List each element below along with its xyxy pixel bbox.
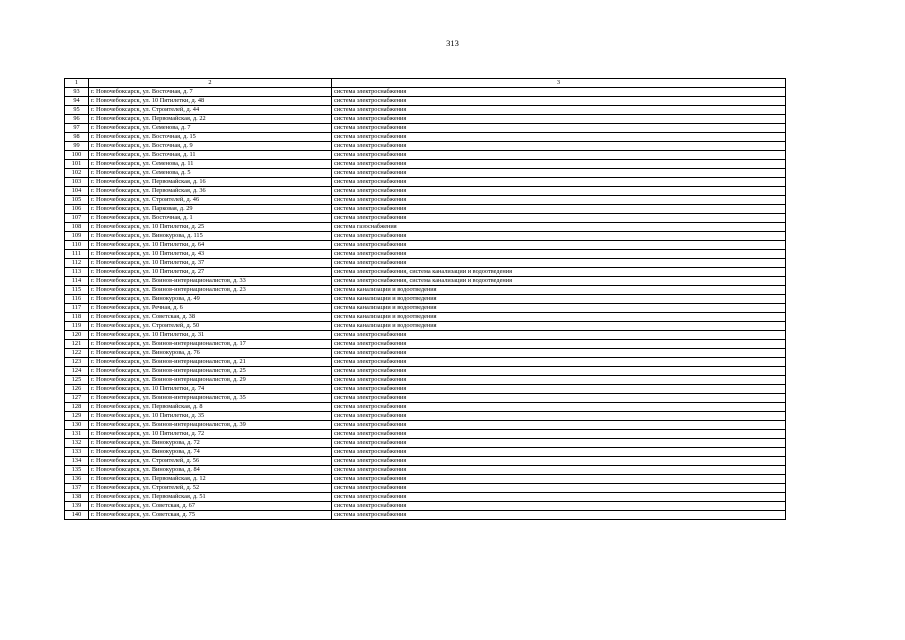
table-body — [65, 88, 786, 520]
table-row — [65, 475, 786, 484]
row-system: система канализации и водоотведения — [332, 286, 786, 295]
table-row — [65, 430, 786, 439]
table-row — [65, 448, 786, 457]
table-row — [65, 394, 786, 403]
row-number: 104 — [65, 187, 89, 196]
row-number: 99 — [65, 142, 89, 151]
row-system: система электроснабжения — [332, 421, 786, 430]
row-system: система электроснабжения — [332, 358, 786, 367]
row-system: система электроснабжения — [332, 412, 786, 421]
address-table — [64, 78, 786, 520]
row-system: система электроснабжения — [332, 331, 786, 340]
row-number: 130 — [65, 421, 89, 430]
row-system: система электроснабжения — [332, 511, 786, 520]
row-system: система электроснабжения — [332, 340, 786, 349]
row-system: система электроснабжения — [332, 394, 786, 403]
table-row — [65, 502, 786, 511]
row-system: система электроснабжения — [332, 349, 786, 358]
table-header-row — [65, 79, 786, 88]
header-col-3: 3 — [332, 79, 786, 88]
row-number: 119 — [65, 322, 89, 331]
row-system: система электроснабжения — [332, 457, 786, 466]
row-system: система электроснабжения, система канализации и водоотведения — [332, 268, 786, 277]
row-number: 107 — [65, 214, 89, 223]
row-number: 114 — [65, 277, 89, 286]
header-col-2: 2 — [89, 79, 332, 88]
row-address: г. Новочебоксарск, ул. 10 Пятилетки, д. 25 — [89, 223, 332, 232]
table-row — [65, 133, 786, 142]
row-number: 137 — [65, 484, 89, 493]
row-address: г. Новочебоксарск, ул. Советская, д. 38 — [89, 313, 332, 322]
row-address: г. Новочебоксарск, ул. 10 Пятилетки, д. 43 — [89, 250, 332, 259]
row-address: г. Новочебоксарск, ул. Семенова, д. 7 — [89, 124, 332, 133]
row-number: 140 — [65, 511, 89, 520]
table-row — [65, 331, 786, 340]
row-system: система электроснабжения — [332, 160, 786, 169]
row-number: 93 — [65, 88, 89, 97]
row-number: 98 — [65, 133, 89, 142]
row-address: г. Новочебоксарск, ул. Строителей, д. 44 — [89, 106, 332, 115]
table-row — [65, 358, 786, 367]
row-address: г. Новочебоксарск, ул. Первомайская, д. 51 — [89, 493, 332, 502]
row-address: г. Новочебоксарск, ул. Воинов-интернационалистов, д. 21 — [89, 358, 332, 367]
row-system: система газоснабжения — [332, 223, 786, 232]
row-address: г. Новочебоксарск, ул. Винокурова, д. 76 — [89, 349, 332, 358]
table-row — [65, 97, 786, 106]
row-number: 126 — [65, 385, 89, 394]
table-row — [65, 241, 786, 250]
row-number: 129 — [65, 412, 89, 421]
row-address: г. Новочебоксарск, ул. 10 Пятилетки, д. 72 — [89, 430, 332, 439]
table-row — [65, 187, 786, 196]
row-number: 103 — [65, 178, 89, 187]
row-address: г. Новочебоксарск, ул. Семенова, д. 11 — [89, 160, 332, 169]
row-system: система электроснабжения — [332, 367, 786, 376]
row-address: г. Новочебоксарск, ул. Строителей, д. 50 — [89, 322, 332, 331]
table-row — [65, 295, 786, 304]
row-system: система электроснабжения — [332, 115, 786, 124]
row-address: г. Новочебоксарск, ул. Воинов-интернационалистов, д. 39 — [89, 421, 332, 430]
row-system: система электроснабжения — [332, 187, 786, 196]
row-system: система электроснабжения — [332, 259, 786, 268]
row-address: г. Новочебоксарск, ул. Восточная, д. 1 — [89, 214, 332, 223]
row-system: система электроснабжения — [332, 178, 786, 187]
row-system: система электроснабжения — [332, 430, 786, 439]
table-row — [65, 376, 786, 385]
row-system: система электроснабжения — [332, 241, 786, 250]
row-address: г. Новочебоксарск, ул. Советская, д. 75 — [89, 511, 332, 520]
row-address: г. Новочебоксарск, ул. Воинов-интернационалистов, д. 33 — [89, 277, 332, 286]
page-number: 313 — [446, 38, 459, 48]
row-system: система электроснабжения — [332, 196, 786, 205]
row-system: система электроснабжения — [332, 439, 786, 448]
table-row — [65, 493, 786, 502]
row-system: система электроснабжения — [332, 124, 786, 133]
row-system: система электроснабжения — [332, 466, 786, 475]
table-row — [65, 313, 786, 322]
row-address: г. Новочебоксарск, ул. Первомайская, д. 36 — [89, 187, 332, 196]
table-row — [65, 511, 786, 520]
table-row — [65, 439, 786, 448]
row-number: 128 — [65, 403, 89, 412]
row-system: система электроснабжения — [332, 448, 786, 457]
row-address: г. Новочебоксарск, ул. Советская, д. 67 — [89, 502, 332, 511]
table-row — [65, 205, 786, 214]
table-row — [65, 196, 786, 205]
table-row — [65, 304, 786, 313]
table-row — [65, 169, 786, 178]
row-number: 123 — [65, 358, 89, 367]
table-row — [65, 232, 786, 241]
row-system: система электроснабжения — [332, 97, 786, 106]
row-address: г. Новочебоксарск, ул. Первомайская, д. 12 — [89, 475, 332, 484]
row-number: 111 — [65, 250, 89, 259]
row-system: система электроснабжения — [332, 151, 786, 160]
row-address: г. Новочебоксарск, ул. Строителей, д. 52 — [89, 484, 332, 493]
table-row — [65, 151, 786, 160]
row-number: 113 — [65, 268, 89, 277]
row-address: г. Новочебоксарск, ул. 10 Пятилетки, д. 64 — [89, 241, 332, 250]
row-system: система канализации и водоотведения — [332, 313, 786, 322]
row-number: 102 — [65, 169, 89, 178]
table-row — [65, 160, 786, 169]
table-row — [65, 124, 786, 133]
row-address: г. Новочебоксарск, ул. Восточная, д. 9 — [89, 142, 332, 151]
row-address: г. Новочебоксарск, ул. Воинов-интернационалистов, д. 23 — [89, 286, 332, 295]
row-number: 101 — [65, 160, 89, 169]
row-system: система электроснабжения — [332, 484, 786, 493]
table-row — [65, 223, 786, 232]
row-address: г. Новочебоксарск, ул. Восточная, д. 15 — [89, 133, 332, 142]
row-address: г. Новочебоксарск, ул. Строителей, д. 56 — [89, 457, 332, 466]
row-number: 117 — [65, 304, 89, 313]
table-row — [65, 250, 786, 259]
row-system: система электроснабжения — [332, 475, 786, 484]
row-address: г. Новочебоксарск, ул. Воинов-интернационалистов, д. 25 — [89, 367, 332, 376]
row-address: г. Новочебоксарск, ул. 10 Пятилетки, д. 35 — [89, 412, 332, 421]
row-system: система электроснабжения — [332, 376, 786, 385]
row-address: г. Новочебоксарск, ул. 10 Пятилетки, д. 74 — [89, 385, 332, 394]
table-row — [65, 106, 786, 115]
row-number: 124 — [65, 367, 89, 376]
table-row — [65, 268, 786, 277]
row-number: 135 — [65, 466, 89, 475]
row-system: система электроснабжения — [332, 250, 786, 259]
row-number: 96 — [65, 115, 89, 124]
row-number: 122 — [65, 349, 89, 358]
row-number: 138 — [65, 493, 89, 502]
table-row — [65, 286, 786, 295]
row-system: система электроснабжения — [332, 403, 786, 412]
row-address: г. Новочебоксарск, ул. Винокурова, д. 49 — [89, 295, 332, 304]
row-system: система электроснабжения — [332, 142, 786, 151]
row-number: 94 — [65, 97, 89, 106]
row-address: г. Новочебоксарск, ул. Первомайская, д. 22 — [89, 115, 332, 124]
row-number: 108 — [65, 223, 89, 232]
row-address: г. Новочебоксарск, ул. Воинов-интернационалистов, д. 17 — [89, 340, 332, 349]
table-row — [65, 277, 786, 286]
row-address: г. Новочебоксарск, ул. Винокурова, д. 115 — [89, 232, 332, 241]
row-system: система канализации и водоотведения — [332, 295, 786, 304]
row-number: 118 — [65, 313, 89, 322]
row-system: система электроснабжения — [332, 232, 786, 241]
row-number: 106 — [65, 205, 89, 214]
row-system: система электроснабжения — [332, 214, 786, 223]
row-system: система электроснабжения — [332, 493, 786, 502]
table-row — [65, 412, 786, 421]
row-number: 133 — [65, 448, 89, 457]
row-system: система электроснабжения — [332, 133, 786, 142]
row-number: 125 — [65, 376, 89, 385]
row-system: система канализации и водоотведения — [332, 304, 786, 313]
table-row — [65, 385, 786, 394]
row-system: система электроснабжения — [332, 385, 786, 394]
row-address: г. Новочебоксарск, ул. Парковая, д. 29 — [89, 205, 332, 214]
table-row — [65, 259, 786, 268]
row-address: г. Новочебоксарск, ул. Винокурова, д. 84 — [89, 466, 332, 475]
table-row — [65, 115, 786, 124]
row-number: 120 — [65, 331, 89, 340]
row-address: г. Новочебоксарск, ул. 10 Пятилетки, д. 37 — [89, 259, 332, 268]
row-number: 136 — [65, 475, 89, 484]
table-row — [65, 403, 786, 412]
row-system: система электроснабжения — [332, 88, 786, 97]
table-row — [65, 457, 786, 466]
table-row — [65, 349, 786, 358]
row-address: г. Новочебоксарск, ул. Речная, д. 6 — [89, 304, 332, 313]
row-number: 132 — [65, 439, 89, 448]
row-address: г. Новочебоксарск, ул. Винокурова, д. 74 — [89, 448, 332, 457]
row-number: 121 — [65, 340, 89, 349]
table-row — [65, 367, 786, 376]
row-number: 95 — [65, 106, 89, 115]
header-col-1: 1 — [65, 79, 89, 88]
row-address: г. Новочебоксарск, ул. Восточная, д. 11 — [89, 151, 332, 160]
row-number: 139 — [65, 502, 89, 511]
row-address: г. Новочебоксарск, ул. Воинов-интернационалистов, д. 35 — [89, 394, 332, 403]
table-row — [65, 214, 786, 223]
row-address: г. Новочебоксарск, ул. Строителей, д. 46 — [89, 196, 332, 205]
row-number: 115 — [65, 286, 89, 295]
row-address: г. Новочебоксарск, ул. 10 Пятилетки, д. 31 — [89, 331, 332, 340]
row-system: система электроснабжения — [332, 502, 786, 511]
row-number: 116 — [65, 295, 89, 304]
row-number: 110 — [65, 241, 89, 250]
row-address: г. Новочебоксарск, ул. Первомайская, д. 16 — [89, 178, 332, 187]
row-number: 109 — [65, 232, 89, 241]
table-row — [65, 340, 786, 349]
row-address: г. Новочебоксарск, ул. 10 Пятилетки, д. 27 — [89, 268, 332, 277]
row-address: г. Новочебоксарск, ул. Винокурова, д. 72 — [89, 439, 332, 448]
row-address: г. Новочебоксарск, ул. Воинов-интернационалистов, д. 29 — [89, 376, 332, 385]
table-row — [65, 466, 786, 475]
table-row — [65, 322, 786, 331]
table-row — [65, 142, 786, 151]
row-address: г. Новочебоксарск, ул. 10 Пятилетки, д. 48 — [89, 97, 332, 106]
row-system: система электроснабжения — [332, 106, 786, 115]
row-address: г. Новочебоксарск, ул. Первомайская, д. 8 — [89, 403, 332, 412]
table-row — [65, 484, 786, 493]
row-system: система канализации и водоотведения — [332, 322, 786, 331]
row-system: система электроснабжения — [332, 169, 786, 178]
row-number: 127 — [65, 394, 89, 403]
row-number: 131 — [65, 430, 89, 439]
row-number: 112 — [65, 259, 89, 268]
row-number: 134 — [65, 457, 89, 466]
row-number: 105 — [65, 196, 89, 205]
table-row — [65, 421, 786, 430]
table-row — [65, 88, 786, 97]
row-address: г. Новочебоксарск, ул. Восточная, д. 7 — [89, 88, 332, 97]
row-system: система электроснабжения, система канализации и водоотведения — [332, 277, 786, 286]
row-system: система электроснабжения — [332, 205, 786, 214]
row-number: 97 — [65, 124, 89, 133]
row-address: г. Новочебоксарск, ул. Семенова, д. 5 — [89, 169, 332, 178]
table-row — [65, 178, 786, 187]
row-number: 100 — [65, 151, 89, 160]
